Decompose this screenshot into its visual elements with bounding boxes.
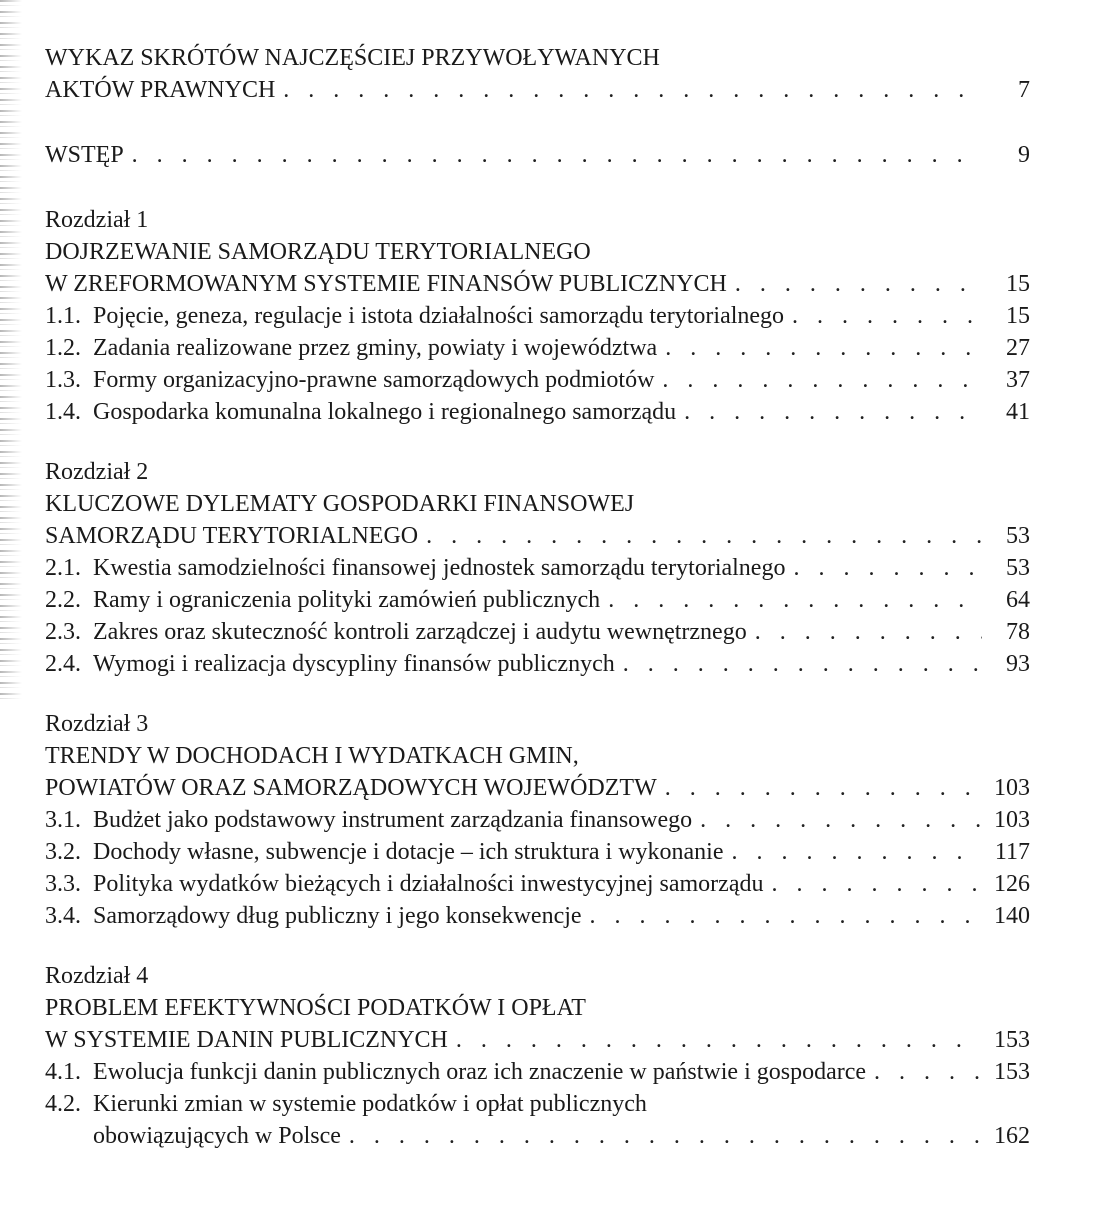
section-entry[interactable] [45, 900, 1030, 932]
section-entry[interactable] [45, 364, 1030, 396]
chapter-title-line: PROBLEM EFEKTYWNOŚCI PODATKÓW I OPŁAT [45, 995, 586, 1021]
dot-leader [735, 268, 982, 300]
section-number: 3.4. [45, 903, 81, 929]
section-number: 3.2. [45, 839, 81, 865]
section-title: Zadania realizowane przez gminy, powiaty i województwa [93, 335, 658, 361]
entry-title-line: WYKAZ SKRÓTÓW NAJCZĘŚCIEJ PRZYWOŁYWANYCH [45, 45, 660, 71]
section-entry[interactable] [45, 616, 1030, 648]
dot-leader [684, 396, 982, 428]
page-number: 64 [1006, 587, 1030, 613]
table-of-contents [45, 38, 1030, 1152]
entry-title-line: WSTĘP [45, 142, 124, 168]
chapter-title[interactable] [45, 236, 1030, 300]
page-number: 7 [1018, 77, 1030, 103]
section-title: Zakres oraz skuteczność kontroli zarządczej i audytu wewnętrznego [93, 619, 747, 645]
chapter-title-line: KLUCZOWE DYLEMATY GOSPODARKI FINANSOWEJ [45, 491, 635, 517]
section-number: 1.1. [45, 303, 81, 329]
page-number: 41 [1006, 399, 1030, 425]
page-number: 15 [1006, 271, 1030, 297]
entry-title-line: AKTÓW PRAWNYCH [45, 77, 276, 103]
section-entry[interactable] [45, 584, 1030, 616]
section-entry[interactable] [45, 332, 1030, 364]
chapter-label: Rozdział 4 [45, 963, 149, 989]
dot-leader [665, 332, 982, 364]
chapter-title[interactable] [45, 992, 1030, 1056]
section-number: 2.4. [45, 651, 81, 677]
page-number: 37 [1006, 367, 1030, 393]
section-entry[interactable] [45, 1056, 1030, 1088]
section-number: 2.3. [45, 619, 81, 645]
section-title: Formy organizacyjno-prawne samorządowych podmiotów [93, 367, 655, 393]
section-title: Kwestia samodzielności finansowej jednostek samorządu terytorialnego [93, 555, 786, 581]
section-title: Kierunki zmian w systemie podatków i opłat publicznych [93, 1091, 647, 1117]
section-title: Budżet jako podstawowy instrument zarządzania finansowego [93, 807, 693, 833]
section-number: 4.2. [45, 1091, 81, 1117]
dot-leader [283, 74, 982, 106]
page-number: 93 [1006, 651, 1030, 677]
dot-leader [349, 1120, 982, 1152]
dot-leader [426, 520, 982, 552]
chapter-2 [45, 456, 1030, 680]
page-number: 53 [1006, 555, 1030, 581]
page-number: 153 [994, 1059, 1030, 1085]
section-number: 2.2. [45, 587, 81, 613]
section-number: 1.4. [45, 399, 81, 425]
section-title: Polityka wydatków bieżących i działalności inwestycyjnej samorządu [93, 871, 764, 897]
chapter-title[interactable] [45, 740, 1030, 804]
section-title: Ramy i ograniczenia polityki zamówień publicznych [93, 587, 601, 613]
section-number: 2.1. [45, 555, 81, 581]
chapter-4 [45, 960, 1030, 1152]
dot-leader [623, 648, 982, 680]
section-title: Dochody własne, subwencje i dotacje – ich struktura i wykonanie [93, 839, 724, 865]
dot-leader [793, 552, 982, 584]
chapter-title-line: W SYSTEMIE DANIN PUBLICZNYCH [45, 1027, 448, 1053]
page-number: 53 [1006, 523, 1030, 549]
section-entry[interactable] [45, 648, 1030, 680]
chapter-label: Rozdział 1 [45, 207, 149, 233]
dot-leader [608, 584, 982, 616]
chapter-title-line: TRENDY W DOCHODACH I WYDATKACH GMIN, [45, 743, 579, 769]
page-number: 140 [994, 903, 1030, 929]
section-number: 1.3. [45, 367, 81, 393]
section-entry[interactable] [45, 868, 1030, 900]
dot-leader [456, 1024, 982, 1056]
page-number: 162 [994, 1123, 1030, 1149]
chapter-label: Rozdział 3 [45, 711, 149, 737]
chapter-3 [45, 708, 1030, 932]
section-entry[interactable] [45, 300, 1030, 332]
page-number: 78 [1006, 619, 1030, 645]
page-number: 27 [1006, 335, 1030, 361]
section-entry[interactable] [45, 836, 1030, 868]
section-entry[interactable] [45, 396, 1030, 428]
toc-entry-abbreviations[interactable] [45, 42, 1030, 106]
chapter-title-line: SAMORZĄDU TERYTORIALNEGO [45, 523, 419, 549]
section-number: 3.1. [45, 807, 81, 833]
chapter-title-line: POWIATÓW ORAZ SAMORZĄDOWYCH WOJEWÓDZTW [45, 775, 657, 801]
dot-leader [755, 616, 982, 648]
section-title: Samorządowy dług publiczny i jego konsekwencje [93, 903, 582, 929]
page-number: 9 [1018, 142, 1030, 168]
section-entry[interactable] [45, 804, 1030, 836]
chapter-1 [45, 204, 1030, 428]
page-number: 117 [994, 839, 1030, 865]
chapter-title-line: W ZREFORMOWANYM SYSTEMIE FINANSÓW PUBLICZNYCH [45, 271, 727, 297]
dot-leader [662, 364, 982, 396]
dot-leader [132, 139, 982, 171]
page-number: 126 [994, 871, 1030, 897]
section-title: Gospodarka komunalna lokalnego i regionalnego samorządu [93, 399, 677, 425]
page-number: 103 [994, 807, 1030, 833]
page-number: 103 [994, 775, 1030, 801]
dot-leader [665, 772, 982, 804]
chapter-title[interactable] [45, 488, 1030, 552]
section-number: 3.3. [45, 871, 81, 897]
dot-leader [590, 900, 982, 932]
chapter-label: Rozdział 2 [45, 459, 149, 485]
section-title: Pojęcie, geneza, regulacje i istota działalności samorządu terytorialnego [93, 303, 785, 329]
chapter-title-line: DOJRZEWANIE SAMORZĄDU TERYTORIALNEGO [45, 239, 591, 265]
section-title: Wymogi i realizacja dyscypliny finansów publicznych [93, 651, 615, 677]
section-entry[interactable] [45, 552, 1030, 584]
page-number: 153 [994, 1027, 1030, 1053]
dot-leader [771, 868, 982, 900]
dot-leader [874, 1056, 982, 1088]
toc-entry-introduction[interactable] [45, 139, 1030, 171]
section-entry[interactable] [45, 1088, 1030, 1152]
dot-leader [700, 804, 982, 836]
dot-leader [792, 300, 982, 332]
section-number: 1.2. [45, 335, 81, 361]
section-title-continued: obowiązujących w Polsce [93, 1123, 341, 1149]
scan-edge-shadow [0, 0, 22, 700]
page-number: 15 [1006, 303, 1030, 329]
section-title: Ewolucja funkcji danin publicznych oraz ich znaczenie w państwie i gospodarce [93, 1059, 867, 1085]
section-number: 4.1. [45, 1059, 81, 1085]
dot-leader [732, 836, 983, 868]
